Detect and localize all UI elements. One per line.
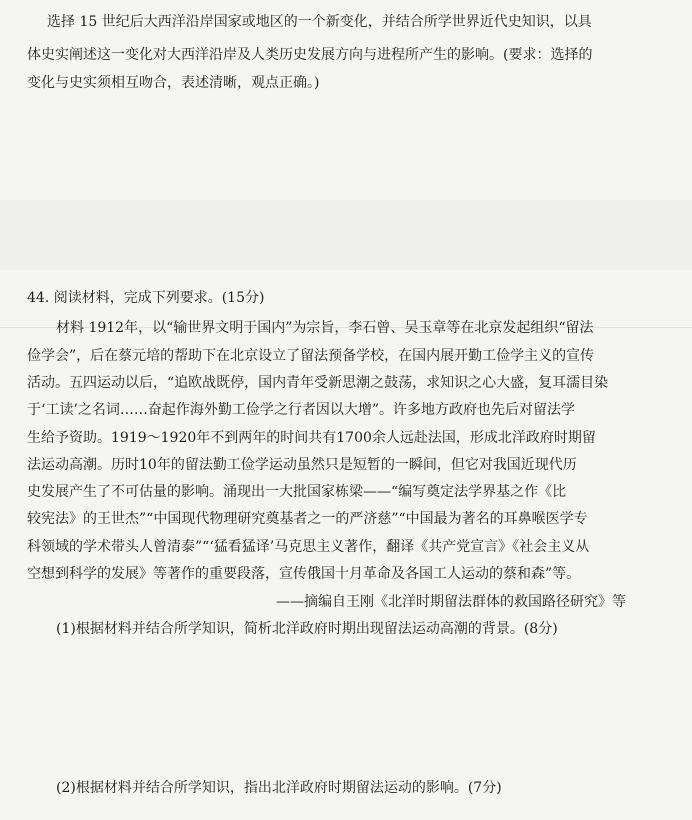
material-line-2: 俭学会”，后在蔡元培的帮助下在北京设立了留法预备学校，在国内展开勤工俭学主义的宣传: [27, 348, 595, 364]
sub-question-2: (2)根据材料并结合所学知识，指出北洋政府时期留法运动的影响。(7分): [56, 780, 502, 796]
material-line-4: 于‘工读’之名词……奋起作海外勤工俭学之行者因以大增”。许多地方政府也先后对留法学: [27, 402, 576, 418]
material-line-9: 科领域的学术带头人曾清泰”“‘猛看猛译’马克思主义著作，翻译《共产党宣言》《社会主义从: [27, 539, 590, 555]
material-line-1: 材料 1912年，以“输世界文明于国内”为宗旨，李石曾、吴玉章等在北京发起组织“留法: [56, 320, 594, 336]
material-line-6: 法运动高潮。历时10年的留法勤工俭学运动虽然只是短暂的一瞬间，但它对我国近现代历: [27, 457, 577, 473]
q43-line-3: 变化与史实须相互吻合，表述清晰，观点正确。): [27, 75, 320, 91]
material-line-8: 较宪法》的王世杰”“中国现代物理研究奠基者之一的严济慈”“中国最为著名的耳鼻喉医学专: [27, 511, 588, 527]
material-line-7: 史发展产生了不可估量的影响。涌现出一大批国家栋梁——“编写奠定法学界基之作《比: [27, 484, 567, 500]
material-line-3: 活动。五四运动以后，“追欧战既停，国内青年受新思潮之鼓荡，求知识之心大盛，复耳濡目染: [27, 375, 609, 391]
material-source: ——摘编自王刚《北洋时期留法群体的救国路径研究》等: [276, 594, 626, 610]
q43-line-2: 体史实阐述这一变化对大西洋沿岸及人类历史发展方向与进程所产生的影响。(要求：选择的: [27, 47, 593, 63]
sub-question-1: (1)根据材料并结合所学知识，简析北洋政府时期出现留法运动高潮的背景。(8分): [56, 621, 558, 637]
scan-smudge: [0, 200, 692, 270]
material-line-10: 空想到科学的发展》等著作的重要段落，宣传俄国十月革命及各国工人运动的蔡和森”等。: [27, 566, 581, 582]
material-line-5: 生给予资助。1919～1920年不到两年的时间共有1700余人远赴法国，形成北洋政府时期留: [27, 430, 596, 446]
q43-line-1: 选择 15 世纪后大西洋沿岸国家或地区的一个新变化，并结合所学世界近代史知识，以具: [47, 14, 592, 30]
q44-heading: 44. 阅读材料，完成下列要求。(15分): [27, 290, 265, 306]
